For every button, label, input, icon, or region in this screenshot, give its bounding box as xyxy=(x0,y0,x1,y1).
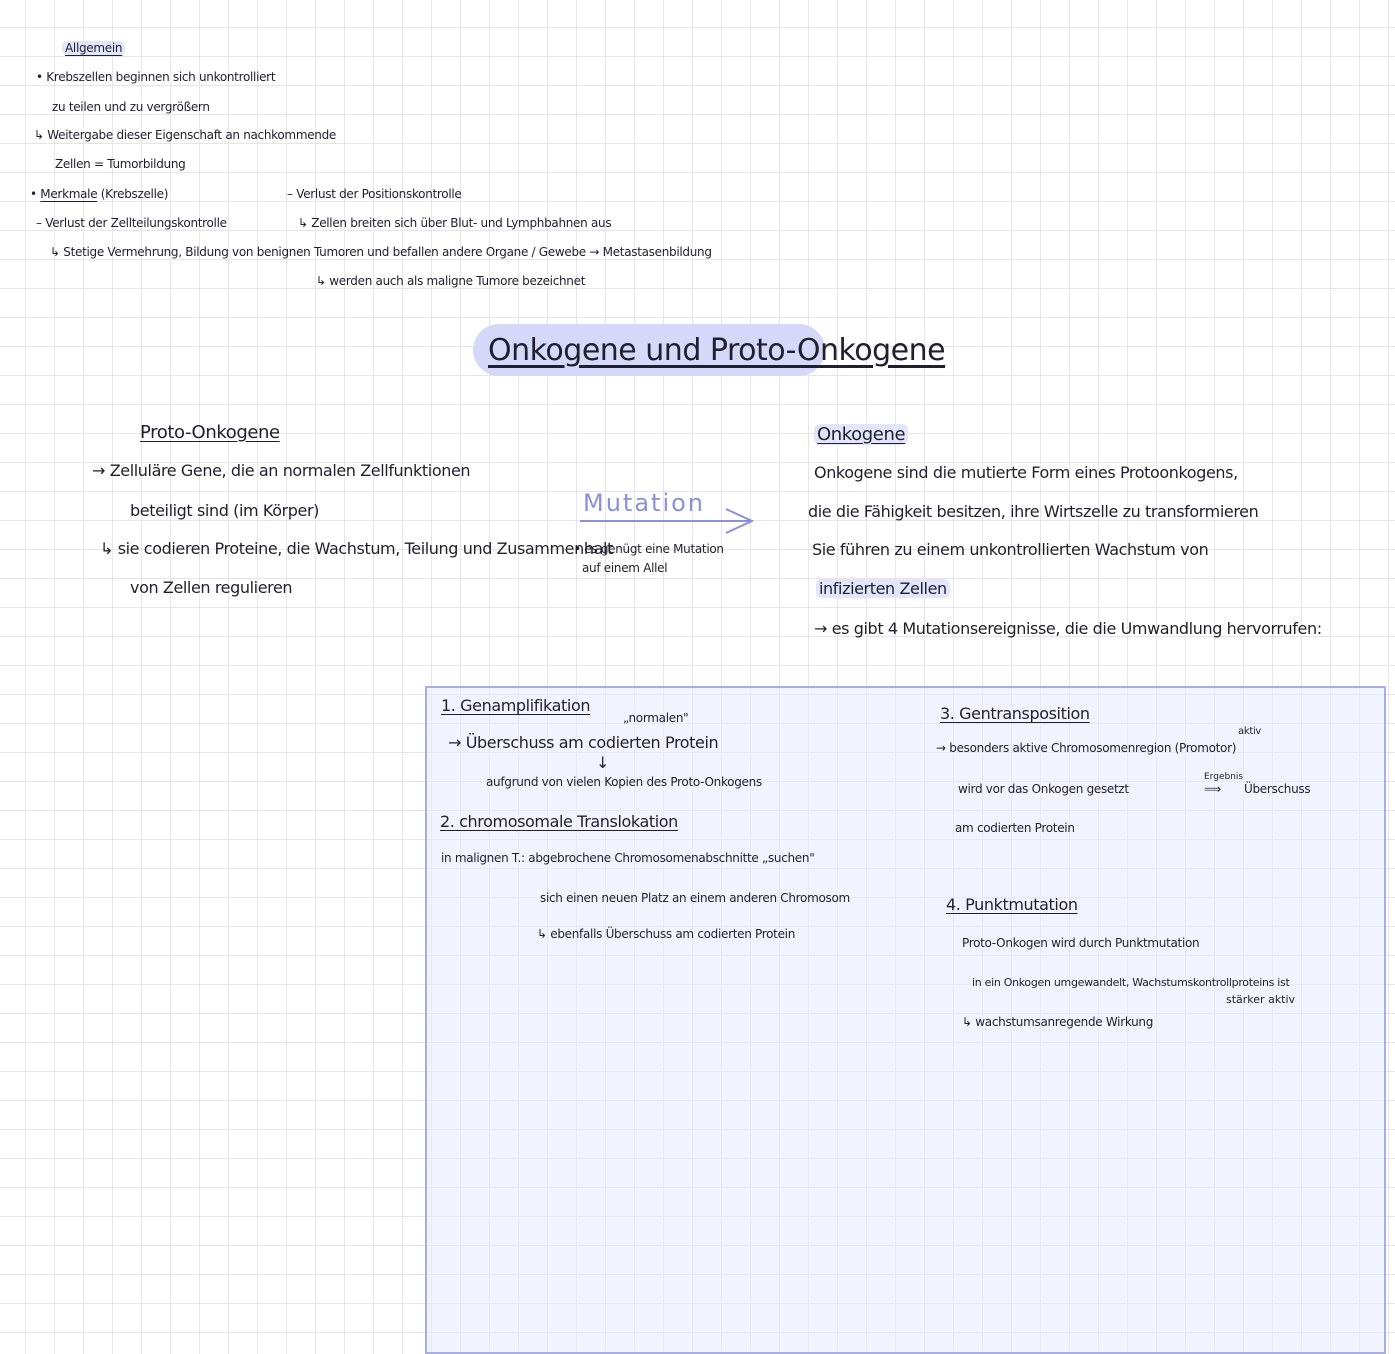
allgemein-line-3: ↳ Weitergabe dieser Eigenschaft an nachkommende xyxy=(34,128,336,142)
punktmutation-title: 4. Punktmutation xyxy=(946,895,1078,914)
gentransposition-line-3: am codierten Protein xyxy=(955,821,1075,835)
genamplifikation-line-1: → Überschuss am codierten Protein xyxy=(448,733,719,752)
mutation-label: Mutation xyxy=(583,489,706,517)
allgemein-line-1: • Krebszellen beginnen sich unkontrolliert xyxy=(36,70,276,84)
proto-onkogene-heading: Proto-Onkogene xyxy=(140,422,280,443)
allgemein-line-2: zu teilen und zu vergrößern xyxy=(52,100,210,114)
gentransposition-line-1: → besonders aktive Chromosomenregion (Promotor) xyxy=(936,741,1237,755)
merkmale-point-2-sub-2: ↳ werden auch als maligne Tumore bezeichnet xyxy=(316,274,586,288)
onko-line-5: → es gibt 4 Mutationsereignisse, die die Umwandlung hervorrufen: xyxy=(814,619,1322,638)
merkmale-point-2: – Verlust der Positionskontrolle xyxy=(287,187,462,201)
genamplifikation-title: 1. Genamplifikation xyxy=(441,696,591,715)
merkmale-point-2-sub: ↳ Zellen breiten sich über Blut- und Lymphbahnen aus xyxy=(298,216,612,230)
punktmutation-note: stärker aktiv xyxy=(1226,993,1296,1006)
proto-line-3: ↳ sie codieren Proteine, die Wachstum, Teilung und Zusammenhalt xyxy=(100,539,613,558)
punktmutation-line-3: ↳ wachstumsanregende Wirkung xyxy=(962,1015,1154,1029)
page-title: Onkogene und Proto-Onkogene xyxy=(488,333,946,368)
proto-line-2: beteiligt sind (im Körper) xyxy=(130,501,319,520)
translokation-title: 2. chromosomale Translokation xyxy=(440,812,678,831)
gentransposition-note: aktiv xyxy=(1238,726,1262,737)
proto-line-1: → Zelluläre Gene, die an normalen Zellfunktionen xyxy=(92,461,471,480)
genamplifikation-note: „normalen" xyxy=(623,711,689,725)
gentransposition-result: Überschuss xyxy=(1244,782,1311,796)
mutation-arrow-icon xyxy=(578,505,758,535)
translokation-line-3: ↳ ebenfalls Überschuss am codierten Protein xyxy=(537,927,796,941)
down-arrow-icon: ↓ xyxy=(596,753,610,772)
double-arrow-icon: ⟹ xyxy=(1204,782,1221,796)
mutation-note-2: auf einem Allel xyxy=(582,561,668,575)
allgemein-line-4: Zellen = Tumorbildung xyxy=(55,157,186,171)
mutation-note-1: • es genügt eine Mutation xyxy=(574,542,724,556)
punktmutation-line-2: in ein Onkogen umgewandelt, Wachstumskontrollproteins ist xyxy=(972,976,1290,989)
merkmale-heading: Merkmale xyxy=(40,187,98,201)
onkogene-heading: Onkogene xyxy=(814,425,908,445)
onko-line-1: Onkogene sind die mutierte Form eines Protoonkogens, xyxy=(814,463,1238,482)
onko-line-2: die die Fähigkeit besitzen, ihre Wirtszelle zu transformieren xyxy=(808,502,1259,521)
allgemein-heading: Allgemein xyxy=(62,42,125,55)
onko-line-4: infizierten Zellen xyxy=(816,580,950,598)
merkmale-point-1: – Verlust der Zellteilungskontrolle xyxy=(36,216,227,230)
translokation-line-2: sich einen neuen Platz an einem anderen Chromosom xyxy=(540,891,850,905)
translokation-line-1: in malignen T.: abgebrochene Chromosomenabschnitte „suchen" xyxy=(441,851,815,865)
merkmale-point-1-sub: ↳ Stetige Vermehrung, Bildung von benignen Tumoren und befallen andere Organe / Gewebe → Metastasenbildung xyxy=(50,245,712,259)
proto-line-4: von Zellen regulieren xyxy=(130,578,293,597)
gentransposition-ergebnis: Ergebnis xyxy=(1204,772,1244,782)
onko-line-3: Sie führen zu einem unkontrollierten Wachstum von xyxy=(812,540,1209,559)
punktmutation-line-1: Proto-Onkogen wird durch Punktmutation xyxy=(962,936,1200,950)
gentransposition-line-2: wird vor das Onkogen gesetzt xyxy=(958,782,1129,796)
genamplifikation-line-2: aufgrund von vielen Kopien des Proto-Onkogens xyxy=(486,775,762,789)
merkmale-heading-suffix: (Krebszelle) xyxy=(100,187,169,201)
gentransposition-title: 3. Gentransposition xyxy=(940,704,1090,723)
merkmale-heading-row: • Merkmale (Krebszelle) xyxy=(30,187,169,201)
